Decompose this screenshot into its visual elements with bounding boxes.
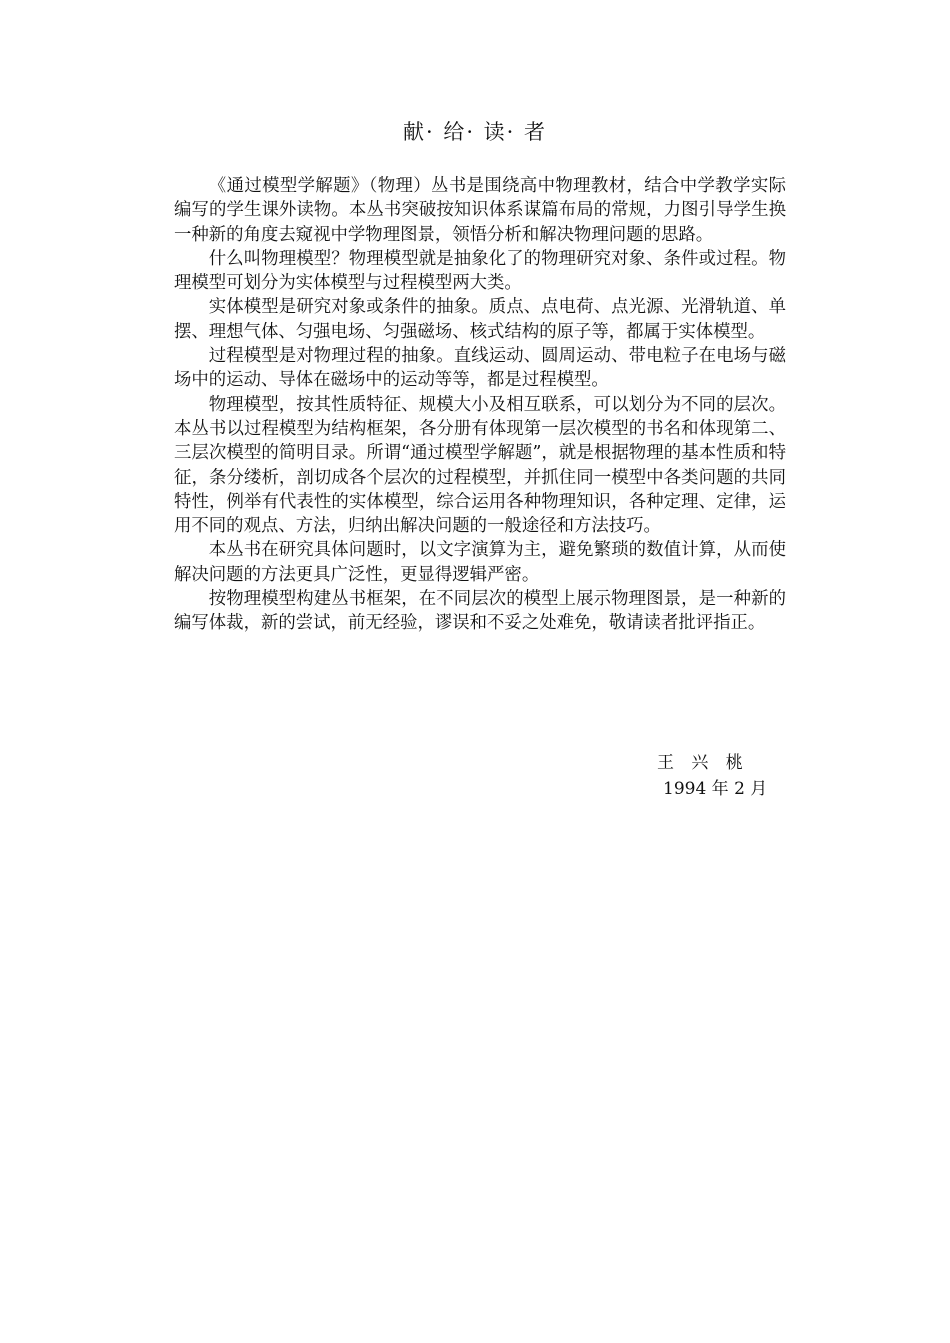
paragraph: 按物理模型构建丛书框架，在不同层次的模型上展示物理图景，是一种新的编写体裁，新的尝试，前无经验，谬误和不妥之处难免，敬请读者批评指正。	[174, 589, 786, 634]
document-title: 献· 给· 读· 者	[402, 120, 548, 144]
paragraph: 过程模型是对物理过程的抽象。直线运动、圆周运动、带电粒子在电场与磁场中的运动、导体在磁场中的运动等等，都是过程模型。	[174, 346, 786, 391]
paragraph: 《通过模型学解题》（物理）丛书是围绕高中物理教材，结合中学教学实际编写的学生课外读物。本丛书突破按知识体系谋篇布局的常规，力图引导学生换一种新的角度去窥视中学物理图景，领悟分析和解决物理问题的思路。	[174, 176, 786, 245]
signature-block	[657, 750, 767, 802]
paragraph: 本丛书在研究具体问题时，以文字演算为主，避免繁琐的数值计算，从而使解决问题的方法更具广泛性，更显得逻辑严密。	[174, 540, 786, 585]
signature-date: 1994 年 2 月	[663, 779, 768, 799]
paragraph: 实体模型是研究对象或条件的抽象。质点、点电荷、点光源、光滑轨道、单摆、理想气体、匀强电场、匀强磁场、核式结构的原子等，都属于实体模型。	[174, 297, 786, 342]
paragraph: 物理模型，按其性质特征、规模大小及相互联系，可以划分为不同的层次。本丛书以过程模型为结构框架，各分册有体现第一层次模型的书名和体现第二、三层次模型的简明目录。所谓“通过模型学解题”，就是根据物理的基本性质和特征，条分缕析，剖切成各个层次的过程模型，并抓住同一模型中各类问题的共同特性，例举有代表性的实体模型，综合运用各种物理知识，各种定理、定律，运用不同的观点、方法，归纳出解决问题的一般途径和方法技巧。	[174, 394, 786, 537]
preface-body	[174, 174, 786, 636]
paragraph: 什么叫物理模型？物理模型就是抽象化了的物理研究对象、条件或过程。物理模型可划分为实体模型与过程模型两大类。	[174, 248, 786, 294]
author-name: 王 兴 桃	[657, 753, 749, 773]
